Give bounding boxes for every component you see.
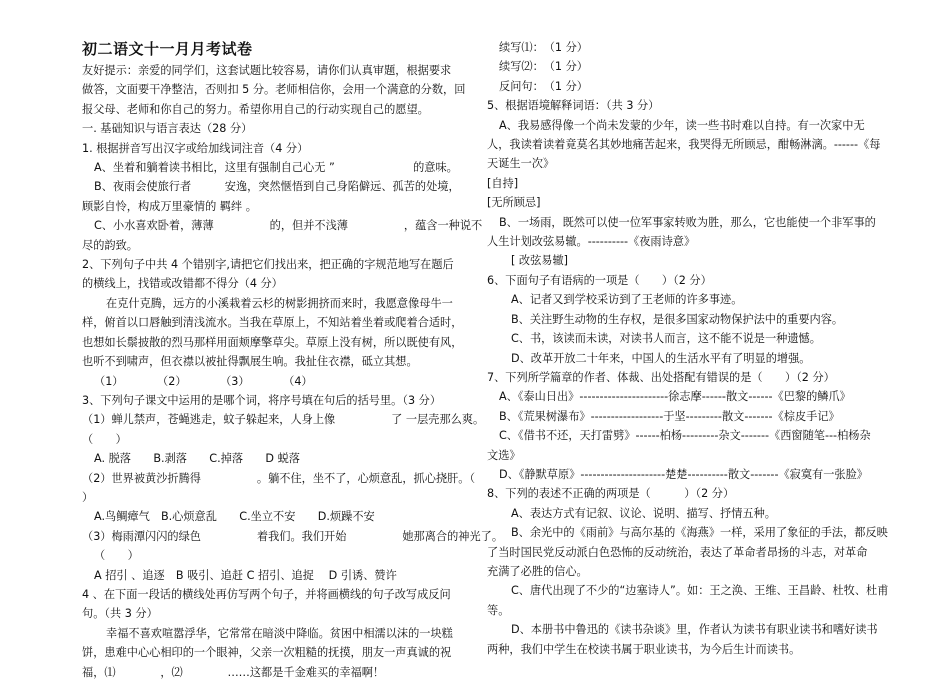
- right-question-line: 6、下面句子有语病的一项是（ ）（2 分）: [487, 273, 712, 287]
- left-question-line: （3）梅雨潭闪闪的绿色 着我们。我们开始 她那离合的神光了。: [82, 529, 504, 543]
- left-question-line: 顾影自怜，构成万里豪情的 羁绊 。: [82, 199, 257, 213]
- right-column: [487, 38, 887, 659]
- left-question-line: 福，⑴ ，⑵ ……这都是千金难买的幸福啊！: [82, 665, 385, 679]
- intro-line: 报父母、老师和你自己的努力。希望你用自己的行动实现自己的愿望。: [82, 102, 429, 116]
- right-question-line: D、改革开放二十年来，中国人的生活水平有了明显的增强。: [511, 351, 811, 365]
- right-question-line: 5、根据语境解释词语：（共 3 分）: [487, 99, 660, 113]
- right-question-line: B、余光中的《雨前》与高尔基的《海燕》一样，采用了象征的手法，都反映: [511, 526, 888, 540]
- right-question-line: 人生计划改弦易辙。----------《夜雨诗意》: [487, 235, 696, 249]
- right-question-line: 天诞生一次》: [487, 157, 555, 171]
- right-question-line: 两种，我们中学生在校读书属于职业读书，为今后生计而读书。: [487, 642, 801, 656]
- left-question-line: ）: [82, 490, 94, 504]
- left-question-line: 也想如长鬃披散的烈马那样用面颊摩擎草尖。草原上没有树，所以既使有风，: [82, 335, 463, 349]
- right-question-line: [ 改弦易辙]: [511, 254, 569, 268]
- left-question-line: 样，俯首以口唇触到清浅流水。当我在草原上，不知站着坐着或爬着合适时，: [82, 316, 463, 330]
- right-question-line: B、关注野生动物的生存权，是很多国家动物保护法中的重要内容。: [511, 312, 844, 326]
- right-question-line: B、一场雨，既然可以使一位军事家转败为胜，那么，它也能使一个非军事的: [499, 215, 876, 229]
- right-question-line: 续写⑴： （1 分）: [499, 41, 588, 54]
- left-question-line: B、夜雨会使旅行者 安逸，突然惬悟到自己身陷僻远、孤苦的处境，: [94, 180, 460, 194]
- intro-line: 做答，文面要干净整洁，否则扣 5 分。老师相信你，会用一个满意的分数，回: [82, 83, 466, 97]
- right-question-line: 人，我读着读着竟莫名其妙地痛苦起来，我哭得无所顾忌，酣畅淋漓。------《每: [487, 138, 881, 152]
- right-question-line: 等。: [487, 603, 510, 617]
- left-question-line: （2）世界被黄沙折腾得 。躺不住，坐不了，心烦意乱，抓心挠肝。（: [82, 471, 476, 485]
- left-question-line: 幸福不喜欢喧嚣浮华，它常常在暗淡中降临。贫困中相濡以沫的一块糕: [106, 626, 453, 640]
- right-body: [487, 38, 887, 659]
- left-question-line: 句。（共 3 分）: [82, 607, 158, 621]
- right-question-line: 文选》: [487, 448, 521, 462]
- intro-line: 友好提示：亲爱的同学们，这套试题比较容易，请你们认真审题，根据要求: [82, 64, 452, 77]
- right-question-line: D、《静默草原》---------------------楚楚----------散文-------《寂寞有一张脸》: [499, 467, 868, 481]
- section-heading: 一. 基础知识与语言表达（28 分）: [82, 122, 253, 136]
- right-question-line: 续写⑵： （1 分）: [499, 60, 588, 74]
- right-question-line: B、《荒果树瀑布》------------------于坚---------散文-------《棕皮手记》: [499, 409, 840, 423]
- left-question-line: A 招引 、追逐 B 吸引、追赶 C 招引、追捉 D 引诱、赞许: [94, 568, 397, 582]
- exam-title: 初二语文十一月月考试卷: [82, 40, 253, 58]
- left-question-line: A.鸟鲷瘴气 B.心烦意乱 C.坐立不安 D.烦躁不安: [94, 510, 375, 524]
- left-question-line: （1）蝉儿禁声，苍蝇逃走，蚊子躲起来，人身上像 了 一层壳那么爽。: [82, 413, 485, 427]
- left-question-line: 在克什克腾，远方的小溪栽着云杉的树影拥挤而来时，我愿意像母牛一: [106, 296, 453, 310]
- left-question-line: 的横线上，找错或改错都不得分（4 分）: [82, 277, 283, 291]
- right-question-line: 了当时国民党反动派白色恐怖的反动统治，表达了革命者昂扬的斗志，对革命: [487, 545, 868, 559]
- right-question-line: 反问句： （1 分）: [499, 79, 588, 93]
- left-question-line: （ ）: [82, 432, 127, 446]
- left-question-line: 2、下列句子中共 4 个错别字,请把它们找出来，把正确的字规范地写在题后: [82, 258, 454, 272]
- right-question-line: D、本册书中鲁迅的《读书杂谈》里，作者认为读书有职业读书和嗜好读书: [511, 623, 878, 637]
- right-question-line: C、《借书不还，天打雷劈》------柏杨---------杂文-------《西窗随笔---柏杨杂: [499, 429, 871, 443]
- right-question-line: [自持]: [487, 176, 519, 190]
- left-question-line: （ ）: [94, 549, 139, 563]
- left-question-line: 尽的韵致。: [82, 238, 138, 252]
- left-question-line: 4 、在下面一段话的横线处再仿写两个句子，并将画横线的句子改写成反问: [82, 587, 451, 601]
- left-question-line: A、坐着和躺着读书相比，这里有强制自己心无 ” 的意味。: [94, 161, 458, 175]
- right-question-line: A、记者又到学校采访到了王老师的许多事迹。: [511, 293, 743, 307]
- right-question-line: 8、下列的表述不正确的两项是（ ）（2 分）: [487, 487, 735, 501]
- right-question-line: C、书，该读而未读，对读书人而言，这不能不说是一种遗憾。: [511, 332, 821, 346]
- left-question-line: 1. 根据拼音写出汉字或给加线词注音（4 分）: [82, 141, 309, 155]
- right-question-line: A、我易感得像一个尚未发蒙的少年，读一些书时难以自持。有一次家中无: [499, 118, 865, 132]
- right-question-line: [无所顾忌]: [487, 196, 541, 210]
- right-question-line: A、表达方式有记叙、议论、说明、描写、抒情五种。: [511, 506, 776, 520]
- left-question-line: C、小水喜欢卧着，薄薄 的，但并不浅薄 ，蕴含一种说不: [94, 219, 483, 233]
- left-question-line: 饼，患难中心心相印的一个眼神，父亲一次粗糙的抚摸，朋友一声真诚的祝: [82, 646, 452, 660]
- left-question-line: 也听不到啸声，但衣襟以被扯得飘展生响。我扯住衣襟，砥立其想。: [82, 355, 418, 369]
- left-question-line: 3、下列句子课文中运用的是哪个词，将序号填在句后的括号里。（3 分）: [82, 393, 442, 407]
- left-question-line: A. 脱落 B.剥落 C.掉落 D 蜕落: [94, 452, 300, 466]
- left-question-line: （1） （2） （3） （4）: [94, 374, 313, 388]
- right-question-line: 7、下列所学篇章的作者、体裁、出处搭配有错误的是（ ）（2 分）: [487, 370, 835, 384]
- right-question-line: 充满了必胜的信心。: [487, 564, 588, 578]
- right-question-line: C、唐代出现了不少的“边塞诗人”。如：王之涣、王维、王昌龄、杜牧、杜甫: [511, 584, 889, 598]
- right-question-line: A、《泰山日出》----------------------徐志摩------散文------《巴黎的鳞爪》: [499, 390, 851, 404]
